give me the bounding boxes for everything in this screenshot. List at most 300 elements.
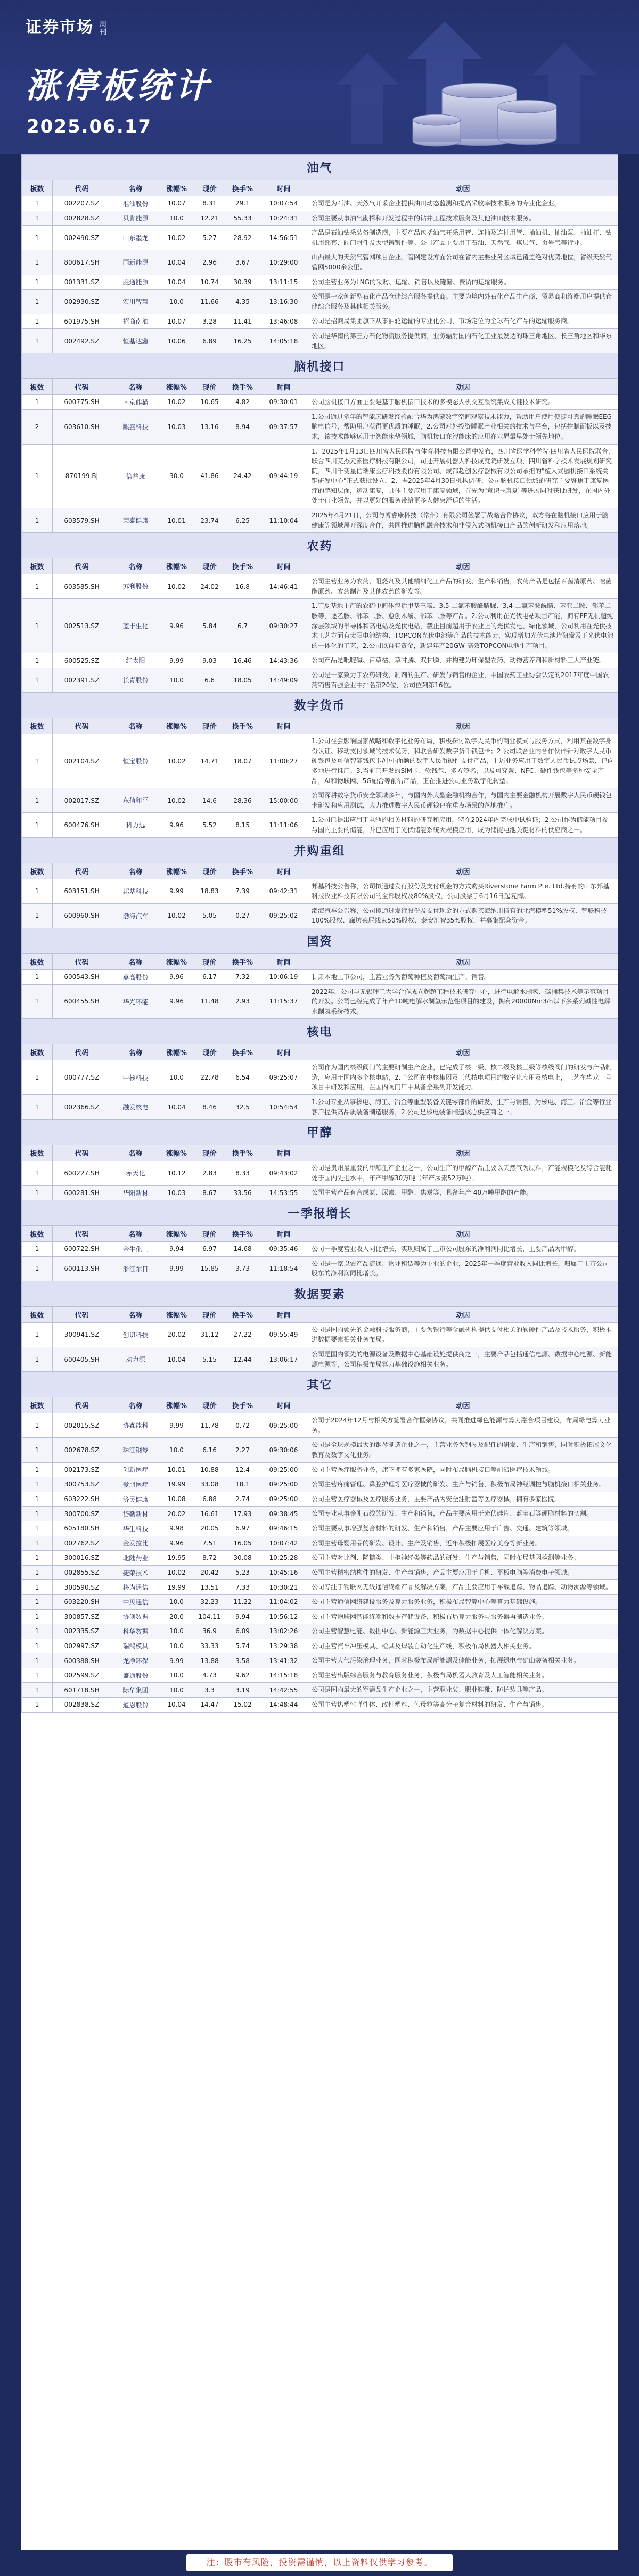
cell-reason: 1.公司已提出应用于电池的相关材料的研究和应用，特在2024年内完成中试验证；2.公司作为储能项目参与国内主要的储能，并已应用于光伏储能系统大规模应用，成为储能电池关键材料的供应商之一。: [308, 813, 618, 837]
cell-price: 31.12: [193, 1322, 226, 1347]
cell-change: 9.96: [160, 984, 193, 1019]
cell-turnover: 15.02: [226, 1698, 259, 1713]
cell-turnover: 12.4: [226, 1462, 259, 1477]
cell-turnover: 6.97: [226, 1521, 259, 1536]
cell-time: 14:48:44: [259, 1698, 308, 1713]
column-header: 板数: [22, 1306, 53, 1322]
cell-price: 5.27: [193, 226, 226, 250]
cell-name: 赤天化: [111, 1161, 160, 1186]
cell-turnover: 6.54: [226, 1060, 259, 1095]
cell-code: 002104.SZ: [53, 734, 111, 788]
sector-header: [22, 1372, 618, 1397]
cell-change: 10.04: [160, 1095, 193, 1120]
cell-time: 14:15:18: [259, 1668, 308, 1683]
column-header: 动因: [308, 379, 618, 395]
cell-boards: 1: [22, 196, 53, 211]
cell-price: 24.02: [193, 574, 226, 599]
cell-name: 盛通股份: [111, 1668, 160, 1683]
cell-reason: 1.公司在会影响国家战略和数字化业务布局，积极探讨数字人民币的商业模式与服务方式，利用其在数字身份认证、移动支付领域的技术优势，和联合研发数字货币钱包卡；2.公司联合业内合作伙伴针对数字人民币硬钱包及可信智能钱包卡/中小面额的数字人民币硬件支付产品，上述业务应用于数字人民币试点场景，已向多地进行推广。3.当前已开发的SIM卡、软钱包、多方签名，以及可穿戴、NFC、硬件钱包等多种安全产品，AI和物联网、5G融合等前沿产品，正在推进公司业务数字化转型。: [308, 734, 618, 788]
column-header: 名称: [111, 180, 160, 196]
column-header: 名称: [111, 1397, 160, 1413]
cell-change: 19.99: [160, 1580, 193, 1595]
column-header: 换手%: [226, 953, 259, 969]
cell-reason: 公司主营智慧电能、数据中心、新能源三大业务，为数据中心提供一体化解决方案。: [308, 1624, 618, 1639]
table-row: [22, 1698, 618, 1713]
cell-turnover: 11.22: [226, 1594, 259, 1609]
sector-header: [22, 1281, 618, 1306]
cell-boards: 1: [22, 1698, 53, 1713]
cell-price: 6.89: [193, 328, 226, 353]
table-row: [22, 250, 618, 275]
cell-code: 002930.SZ: [53, 290, 111, 314]
cell-turnover: 8.33: [226, 1161, 259, 1186]
cell-code: 300753.SZ: [53, 1477, 111, 1492]
table-row: [22, 1161, 618, 1186]
cell-change: 10.02: [160, 574, 193, 599]
table-row: [22, 1668, 618, 1683]
column-header: 换手%: [226, 1397, 259, 1413]
cell-code: 002391.SZ: [53, 668, 111, 693]
cell-reason: 公司产品是吡啶碱、百草枯、草甘膦、双甘膦，并构建为环保型农药、动物营养剂和新材料三大产业链。: [308, 653, 618, 668]
cell-name: 协鑫能科: [111, 1413, 160, 1438]
cell-reason: 公司是国内领先的电源设备及数据中心基础设施提供商之一，主要产品包括通信电源、数据中心电源、新能源电源等，公司积极布局算力基础设施相关业务。: [308, 1347, 618, 1372]
cell-reason: 公司主营出版综合服务与教育服务业务，积极布局机器人教育及人工智能相关业务。: [308, 1668, 618, 1683]
cell-code: 600525.SZ: [53, 653, 111, 668]
cell-time: 09:35:46: [259, 1242, 308, 1257]
column-header: 动因: [308, 718, 618, 734]
cell-time: 15:00:00: [259, 788, 308, 813]
cell-name: 红太阳: [111, 653, 160, 668]
cell-time: 09:25:07: [259, 1060, 308, 1095]
table-row: [22, 574, 618, 599]
cell-boards: 1: [22, 903, 53, 928]
column-header: 现价: [193, 953, 226, 969]
cell-reason: 公司是招商局集团旗下从事油轮运输的专业化公司，市场定位为全球石化产品的运输服务商。: [308, 314, 618, 329]
cell-name: 山东墨龙: [111, 226, 160, 250]
cell-change: 10.0: [160, 290, 193, 314]
cell-turnover: 17.93: [226, 1507, 259, 1521]
cell-time: 13:11:15: [259, 275, 308, 290]
cell-change: 30.0: [160, 444, 193, 508]
cell-change: 20.02: [160, 1322, 193, 1347]
cell-change: 10.08: [160, 1492, 193, 1507]
cell-code: 601718.SH: [53, 1683, 111, 1698]
table-row: [22, 879, 618, 903]
sector-title: 国资: [22, 928, 618, 953]
cell-time: 13:41:32: [259, 1653, 308, 1668]
cell-code: 600227.SH: [53, 1161, 111, 1186]
cell-turnover: 18.07: [226, 734, 259, 788]
table-row: [22, 508, 618, 533]
cell-change: 10.02: [160, 788, 193, 813]
cell-boards: 1: [22, 1609, 53, 1624]
column-header-row: [22, 953, 618, 969]
table-row: [22, 1095, 618, 1120]
limit-up-table: [21, 154, 618, 1713]
cell-change: 9.98: [160, 1521, 193, 1536]
table-row: [22, 1521, 618, 1536]
cell-name: 金发拉比: [111, 1536, 160, 1551]
cell-time: 09:44:19: [259, 444, 308, 508]
cell-name: 际华集团: [111, 1683, 160, 1698]
cell-change: 10.07: [160, 314, 193, 329]
cell-price: 6.16: [193, 1438, 226, 1462]
column-header: 涨幅%: [160, 1306, 193, 1322]
cell-code: 603585.SH: [53, 574, 111, 599]
column-header: 名称: [111, 953, 160, 969]
sector-title: 一季报增长: [22, 1200, 618, 1226]
cell-time: 10:25:28: [259, 1551, 308, 1566]
cell-reason: 1.公司专业从事核电、海工、冶金等重型装备关键零部件的研发、生产与销售，为核电、海工、冶金等行业客户提供高品质装备制造服务，2.公司是核电装备制造核心供应商之一。: [308, 1095, 618, 1120]
cell-code: 002366.SZ: [53, 1095, 111, 1120]
cell-turnover: 18.05: [226, 668, 259, 693]
column-header: 代码: [53, 863, 111, 879]
cell-turnover: 28.92: [226, 226, 259, 250]
cell-reason: 公司专业从事金刚石线的研发、生产和销售，产品主要应用于光伏硅片、蓝宝石等硬脆材料的切割。: [308, 1507, 618, 1521]
cell-reason: 公司主营物联网智能终端和数据存储设备，积极布局算力服务与服务器再制造业务。: [308, 1609, 618, 1624]
column-header: 名称: [111, 863, 160, 879]
content-panel: [21, 154, 618, 2550]
cell-code: 600113.SH: [53, 1256, 111, 1281]
cell-change: 10.04: [160, 1698, 193, 1713]
cell-change: 10.02: [160, 226, 193, 250]
column-header: 名称: [111, 558, 160, 574]
cell-turnover: 27.22: [226, 1322, 259, 1347]
table-row: [22, 1653, 618, 1668]
column-header: 现价: [193, 379, 226, 395]
cell-turnover: 16.46: [226, 653, 259, 668]
cell-boards: 1: [22, 1413, 53, 1438]
cell-time: 09:43:02: [259, 1161, 308, 1186]
cell-time: 14:42:55: [259, 1683, 308, 1698]
cell-turnover: 9.62: [226, 1668, 259, 1683]
cell-price: 8.72: [193, 1551, 226, 1566]
table-row: [22, 196, 618, 211]
cell-name: 准油股份: [111, 196, 160, 211]
cell-boards: 1: [22, 1347, 53, 1372]
column-header: 换手%: [226, 1226, 259, 1242]
column-header-row: [22, 1397, 618, 1413]
cell-reason: 1.宁夏基地主产的农药中间体包括甲基三嗪、3,5-二氯苯胺酰腈脲、3,4-二氯苯胺酰腈、苯亚二胺、邻苯二胺等，逐乙胺、邻苯二胺、愈创木酚、邻苯二胺等产品。2.公司利用在光伏电站项目产能，拥有PE无机超纯涂层领域的半导体和高电站及光伏电站，截止目前超用于农业上的光伏发电、绿化领域，公司利用在光伏技术工艺方面有太阳电池结构、TOPCON光伏电池等产品的技术能力，实现增加光伏电池片研发及于光伏电池的一体化的工艺，2.公司以自有资金，新建年产20GW 高效TOPCON电池生产项目。: [308, 599, 618, 653]
sector-title: 甲醇: [22, 1120, 618, 1145]
cell-code: 002490.SZ: [53, 226, 111, 250]
column-header: 代码: [53, 1306, 111, 1322]
cell-time: 09:25:02: [259, 903, 308, 928]
cell-price: 12.21: [193, 211, 226, 226]
column-header: 名称: [111, 1145, 160, 1161]
cell-boards: 1: [22, 1507, 53, 1521]
header-banner: [0, 0, 639, 154]
cell-turnover: 16.05: [226, 1536, 259, 1551]
cell-code: 300700.SZ: [53, 1507, 111, 1521]
cell-reason: 1.公司通过多年的智能床研发经验融合华为鸿蒙数字空间观察技术能力，帮助用户使用便捷可靠的睡眠EEG脑电信号，帮助用户获得更优质的睡眠，2.公司对外投资睡眠产业相关的技术与平台，包括控制面板以及技术，该技术能够运用于智能床垫领域，脑机接口在智能床的应用在业界最早处于领先地位。: [308, 409, 618, 444]
column-header: 代码: [53, 379, 111, 395]
cell-name: 麒盛科技: [111, 409, 160, 444]
cell-time: 14:46:41: [259, 574, 308, 599]
page-title: 涨停板统计: [26, 67, 212, 106]
cell-boards: 1: [22, 984, 53, 1019]
cell-boards: 1: [22, 1186, 53, 1200]
cell-turnover: 8.94: [226, 409, 259, 444]
cell-price: 13.51: [193, 1580, 226, 1595]
column-header: 动因: [308, 1306, 618, 1322]
column-header: 换手%: [226, 863, 259, 879]
cell-time: 14:05:18: [259, 328, 308, 353]
cell-turnover: 2.27: [226, 1438, 259, 1462]
table-row: [22, 409, 618, 444]
cell-name: 华生科技: [111, 1521, 160, 1536]
cell-name: 北陆药业: [111, 1551, 160, 1566]
cell-boards: 1: [22, 734, 53, 788]
cell-price: 14.71: [193, 734, 226, 788]
cell-change: 10.0: [160, 1668, 193, 1683]
cell-price: 5.05: [193, 903, 226, 928]
cell-price: 104.11: [193, 1609, 226, 1624]
cell-boards: 1: [22, 508, 53, 533]
brand-sub: 周刊: [98, 20, 106, 36]
cell-turnover: 7.39: [226, 879, 259, 903]
cell-time: 10:56:12: [259, 1609, 308, 1624]
cell-time: 10:45:16: [259, 1565, 308, 1580]
table-row: [22, 1594, 618, 1609]
cell-price: 22.78: [193, 1060, 226, 1095]
cell-price: 6.6: [193, 668, 226, 693]
column-header: 涨幅%: [160, 863, 193, 879]
cell-time: 11:18:54: [259, 1256, 308, 1281]
column-header: 动因: [308, 953, 618, 969]
table-row: [22, 969, 618, 984]
cell-turnover: 16.25: [226, 328, 259, 353]
cell-reason: 公司是华南的第三方石化物流服务提供商，业务辐射国内石化工业最发达的珠三角地区、长三角地区和华东地区。: [308, 328, 618, 353]
table-row: [22, 328, 618, 353]
sector-title: 数字货币: [22, 693, 618, 718]
cell-change: 10.0: [160, 1594, 193, 1609]
cell-change: 10.12: [160, 1161, 193, 1186]
column-header: 板数: [22, 1044, 53, 1060]
table-row: [22, 275, 618, 290]
cell-price: 5.84: [193, 599, 226, 653]
cell-turnover: 6.7: [226, 599, 259, 653]
cell-code: 600775.SH: [53, 395, 111, 410]
column-header: 代码: [53, 1226, 111, 1242]
column-header-row: [22, 1044, 618, 1060]
cell-price: 36.9: [193, 1624, 226, 1639]
cell-boards: 1: [22, 653, 53, 668]
cell-reason: 公司是一家以农产品流通、物业租赁等为主业的企业，2025年一季度营业收入同比增长，归属于上市公司股东的净利润同比增长。: [308, 1256, 618, 1281]
cell-change: 9.99: [160, 653, 193, 668]
cell-boards: 1: [22, 1492, 53, 1507]
cell-code: 600960.SH: [53, 903, 111, 928]
cell-reason: 产品是石油钻采装备制造商，主要产品包括油气开采用管、连抽及连抽用管、抽油机、抽油泵、抽油杆、钻机用部套、阀门附件及大型铸锻件等。公司产品主要用于石油、天然气、煤层气、页岩气等行业。: [308, 226, 618, 250]
column-header: 板数: [22, 1226, 53, 1242]
table-row: [22, 1462, 618, 1477]
cell-turnover: 55.33: [226, 211, 259, 226]
cell-time: 10:07:54: [259, 196, 308, 211]
cell-boards: 1: [22, 250, 53, 275]
sector-header: [22, 533, 618, 558]
cell-boards: 1: [22, 1242, 53, 1257]
footer: [0, 2550, 639, 2576]
column-header: 板数: [22, 180, 53, 196]
cell-boards: 1: [22, 1521, 53, 1536]
column-header-row: [22, 1226, 618, 1242]
cell-reason: 公司是贵州最重要的甲醇生产企业之一，公司生产的甲醇产品主要以天然气为原料，产能规模化及综合能耗处于国内先进水平，年产甲醇30万吨（年产尿素52万吨）。: [308, 1161, 618, 1186]
sector-title: 油气: [22, 155, 618, 180]
column-header: 现价: [193, 1397, 226, 1413]
column-header: 时间: [259, 1306, 308, 1322]
cell-code: 002335.SZ: [53, 1624, 111, 1639]
cell-reason: 公司脑机接口方面主要是基于脑机接口技术的多模态人机交互系统集成关键技术研究。: [308, 395, 618, 410]
column-header: 动因: [308, 1145, 618, 1161]
cell-change: 9.96: [160, 1536, 193, 1551]
cell-code: 600476.SH: [53, 813, 111, 837]
cell-time: 13:29:38: [259, 1639, 308, 1653]
cell-price: 33.33: [193, 1639, 226, 1653]
cell-turnover: 16.8: [226, 574, 259, 599]
cell-name: 济民健康: [111, 1492, 160, 1507]
cell-change: 10.0: [160, 1060, 193, 1095]
cell-reason: 山西最大的天然气管网项目企业。管网建设方面公司在省内主要业务区域已覆盖绝对优势地位，省级天然气管网5000余公里。: [308, 250, 618, 275]
table-row: [22, 1565, 618, 1580]
column-header: 板数: [22, 1145, 53, 1161]
cell-reason: 公司于2024年12月与相关方签署合作框架协议，共同推进绿色能源与算力融合项目建设，布局绿电算力业务。: [308, 1413, 618, 1438]
sector-title: 数据要素: [22, 1281, 618, 1306]
cell-name: 科华数据: [111, 1624, 160, 1639]
cell-reason: 公司主营母婴用品的研发、设计、生产及销售，近年积极拓展医疗美容等新业务。: [308, 1536, 618, 1551]
cell-code: 605180.SH: [53, 1521, 111, 1536]
column-header: 板数: [22, 1397, 53, 1413]
cell-price: 8.31: [193, 196, 226, 211]
cell-turnover: 28.36: [226, 788, 259, 813]
table-row: [22, 1413, 618, 1438]
cell-code: 002838.SZ: [53, 1698, 111, 1713]
cell-name: 恒基达鑫: [111, 328, 160, 353]
cell-name: 贝肯能源: [111, 211, 160, 226]
column-header: 涨幅%: [160, 718, 193, 734]
cell-turnover: 5.74: [226, 1639, 259, 1653]
cell-reason: 公司主营汽车冲压模具、检具及焊装自动化生产线，积极布局机器人相关业务。: [308, 1639, 618, 1653]
disclaimer-note: 注：股市有风险，投资需谨慎，以上资料仅供学习参考。: [186, 2554, 453, 2571]
cell-turnover: 4.35: [226, 290, 259, 314]
column-header: 时间: [259, 180, 308, 196]
cell-code: 300016.SZ: [53, 1551, 111, 1566]
cell-name: 华光环能: [111, 984, 160, 1019]
sector-header: [22, 1120, 618, 1145]
table-row: [22, 1580, 618, 1595]
cell-change: 9.96: [160, 599, 193, 653]
cell-name: 招商南油: [111, 314, 160, 329]
cell-time: 10:07:42: [259, 1536, 308, 1551]
cell-reason: 公司主营通信网络建设服务及算力服务业务，积极布局智算中心等算力基础设施。: [308, 1594, 618, 1609]
table-row: [22, 903, 618, 928]
cell-turnover: 4.82: [226, 395, 259, 410]
cell-code: 870199.BJ: [53, 444, 111, 508]
cell-time: 09:25:00: [259, 1492, 308, 1507]
cell-turnover: 3.19: [226, 1683, 259, 1698]
cell-boards: 1: [22, 788, 53, 813]
cell-name: 南京熊猫: [111, 395, 160, 410]
cell-price: 8.67: [193, 1186, 226, 1200]
sector-title: 核电: [22, 1019, 618, 1044]
cell-time: 13:02:26: [259, 1624, 308, 1639]
table-row: [22, 290, 618, 314]
cell-change: 9.99: [160, 1413, 193, 1438]
cell-name: 浙江东日: [111, 1256, 160, 1281]
column-header: 动因: [308, 863, 618, 879]
column-header: 换手%: [226, 379, 259, 395]
table-row: [22, 395, 618, 410]
cell-change: 9.99: [160, 879, 193, 903]
cell-code: 600543.SH: [53, 969, 111, 984]
cell-code: 603220.SH: [53, 1594, 111, 1609]
cell-name: 岱勒新材: [111, 1507, 160, 1521]
cell-price: 3.3: [193, 1683, 226, 1698]
column-header: 换手%: [226, 718, 259, 734]
cell-boards: 1: [22, 1462, 53, 1477]
column-header: 涨幅%: [160, 558, 193, 574]
cell-reason: 公司主营对比剂、降糖类、中枢神经类等药品的研发、生产与销售，同时布局基因检测等业务。: [308, 1551, 618, 1566]
cell-code: 002762.SZ: [53, 1536, 111, 1551]
cell-boards: 1: [22, 211, 53, 226]
cell-code: 002492.SZ: [53, 328, 111, 353]
cell-name: 邦基科技: [111, 879, 160, 903]
cell-change: 10.06: [160, 328, 193, 353]
sector-header: [22, 928, 618, 953]
cell-change: 9.99: [160, 1256, 193, 1281]
cell-boards: 1: [22, 444, 53, 508]
cell-name: 创新医疗: [111, 1462, 160, 1477]
cell-turnover: 18.1: [226, 1477, 259, 1492]
cell-code: 300941.SZ: [53, 1322, 111, 1347]
sector-title: 并购重组: [22, 837, 618, 863]
cell-name: 苏利股份: [111, 574, 160, 599]
cell-turnover: 2.74: [226, 1492, 259, 1507]
cell-time: 09:25:00: [259, 1462, 308, 1477]
cell-code: 002599.SZ: [53, 1668, 111, 1683]
cell-change: 10.0: [160, 1639, 193, 1653]
column-header: 动因: [308, 180, 618, 196]
cell-code: 000777.SZ: [53, 1060, 111, 1095]
column-header: 涨幅%: [160, 1044, 193, 1060]
cell-code: 603151.SH: [53, 879, 111, 903]
cell-reason: 公司主营疼痛管理、鼻腔护理等医疗器械的研发、生产与销售，积极布局神经调控与脑机接口相关业务。: [308, 1477, 618, 1492]
column-header: 现价: [193, 180, 226, 196]
cell-boards: 1: [22, 1256, 53, 1281]
cell-reason: 公司一季度营业收入同比增长，实现归属于上市公司股东的净利润同比增长，主要产品为甲醇。: [308, 1242, 618, 1257]
cell-boards: 1: [22, 879, 53, 903]
cell-boards: 1: [22, 599, 53, 653]
cell-turnover: 8.15: [226, 813, 259, 837]
column-header: 动因: [308, 1226, 618, 1242]
cell-time: 09:30:06: [259, 1438, 308, 1462]
cell-name: 创识科技: [111, 1322, 160, 1347]
cell-price: 11.48: [193, 984, 226, 1019]
column-header: 时间: [259, 1145, 308, 1161]
cell-price: 15.85: [193, 1256, 226, 1281]
column-header: 涨幅%: [160, 379, 193, 395]
cell-name: 胜通能源: [111, 275, 160, 290]
cell-price: 2.96: [193, 250, 226, 275]
column-header: 名称: [111, 1044, 160, 1060]
cell-turnover: 3.73: [226, 1256, 259, 1281]
cell-turnover: 29.1: [226, 196, 259, 211]
cell-change: 10.04: [160, 1347, 193, 1372]
cell-boards: 1: [22, 1668, 53, 1683]
cell-change: 10.02: [160, 903, 193, 928]
cell-time: 14:56:51: [259, 226, 308, 250]
column-header: 代码: [53, 1397, 111, 1413]
column-header: 现价: [193, 1145, 226, 1161]
